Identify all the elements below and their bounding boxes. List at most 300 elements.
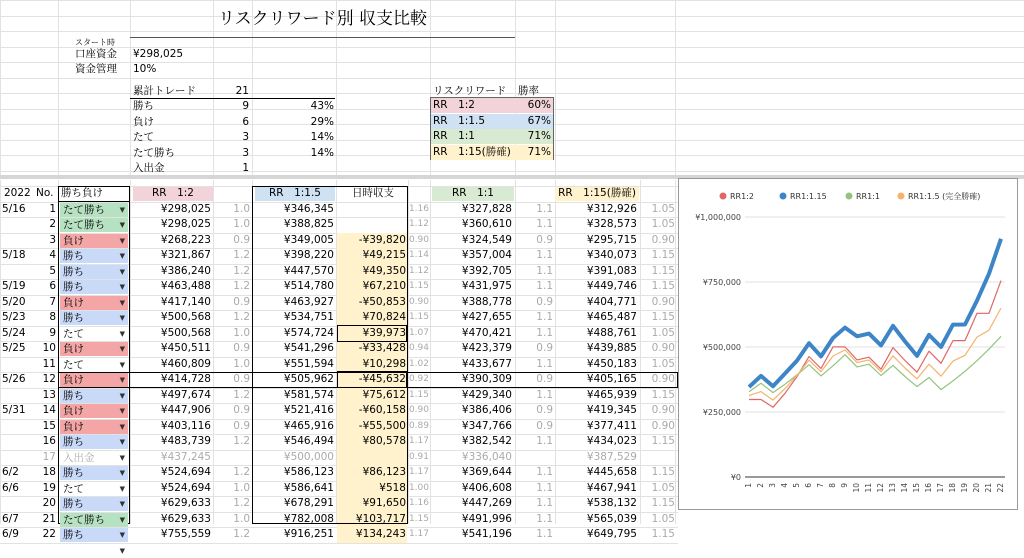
rr115-cell: ¥546,494 bbox=[283, 435, 334, 447]
year-label: 2022 bbox=[4, 187, 31, 199]
rr12-cell: ¥497,674 bbox=[160, 388, 211, 401]
mult-cell: 0.9 bbox=[233, 373, 250, 385]
no-cell: 8 bbox=[49, 311, 56, 323]
mult-cell: 1.0 bbox=[233, 512, 250, 525]
legend-marker bbox=[780, 193, 787, 200]
no-cell: 10 bbox=[42, 342, 56, 354]
rr12-cell: ¥500,568 bbox=[160, 326, 211, 339]
no-cell: 21 bbox=[42, 512, 56, 525]
daily-cell: ¥75,612 bbox=[362, 388, 406, 401]
rr115w-cell: ¥419,345 bbox=[586, 404, 637, 416]
mult-cell: 1.1 bbox=[536, 264, 553, 277]
mgmt-label: 資金管理 bbox=[75, 63, 117, 75]
mult-cell: 1.15 bbox=[651, 528, 675, 540]
daily-cell: ¥134,243 bbox=[355, 528, 406, 540]
mult-cell: 1.2 bbox=[233, 249, 250, 261]
rr12-cell: ¥447,906 bbox=[160, 404, 211, 416]
total-trades-value: 21 bbox=[235, 85, 249, 97]
grid-row-line bbox=[0, 0, 1024, 1]
daily-cell: ¥49,215 bbox=[362, 249, 406, 261]
mult-cell: 0.9 bbox=[233, 233, 250, 246]
mult-cell: 1.1 bbox=[536, 280, 553, 292]
date-cell: 5/26 bbox=[2, 373, 26, 385]
rr12-cell: ¥460,809 bbox=[160, 357, 211, 370]
chevron-down-icon[interactable]: ▼ bbox=[119, 453, 125, 462]
daily-cell: ¥49,350 bbox=[362, 264, 406, 277]
rr11-header: RR 1:1 bbox=[452, 187, 494, 199]
y-tick-label: ¥0 bbox=[730, 473, 741, 482]
mult-cell: 1.2 bbox=[233, 311, 250, 323]
chevron-down-icon[interactable]: ▼ bbox=[119, 283, 125, 291]
rr115-header: RR 1:1.5 bbox=[268, 187, 321, 199]
no-cell: 20 bbox=[42, 497, 56, 509]
mult-cell: 1.15 bbox=[651, 497, 675, 509]
mult-cell: 1.15 bbox=[651, 435, 675, 447]
no-cell: 11 bbox=[42, 357, 56, 370]
rr115w-cell: ¥340,073 bbox=[586, 249, 637, 261]
rr115w-cell: ¥328,573 bbox=[586, 218, 637, 230]
rr12-cell: ¥414,728 bbox=[160, 373, 211, 385]
daily-cell: ¥518 bbox=[379, 481, 406, 494]
mult-cell: 1.15 bbox=[651, 264, 675, 277]
result-dropdown[interactable]: たて勝ち ▼ bbox=[60, 513, 128, 527]
mult-cell: 0.90 bbox=[408, 405, 429, 415]
series-line-1 bbox=[749, 239, 1001, 387]
daily-cell: -¥45,632 bbox=[338, 372, 406, 387]
stats-count: 1 bbox=[242, 162, 249, 174]
rr11-cell: ¥357,004 bbox=[461, 249, 512, 261]
chevron-down-icon[interactable]: ▼ bbox=[119, 252, 125, 260]
result-dropdown[interactable]: たて勝ち ▼ bbox=[60, 218, 128, 232]
result-dropdown[interactable]: 勝ち ▼ bbox=[60, 265, 128, 279]
mult-cell: 0.89 bbox=[408, 420, 429, 431]
rr-label: RR 1:2 bbox=[433, 99, 475, 111]
mult-cell: 1.1 bbox=[536, 326, 553, 339]
mult-cell: 1.1 bbox=[536, 466, 553, 478]
chevron-down-icon[interactable]: ▼ bbox=[119, 546, 125, 555]
rr-label: RR 1:1.5 bbox=[433, 114, 486, 127]
rr115w-cell: ¥439,885 bbox=[586, 342, 637, 354]
title-underline bbox=[130, 37, 515, 38]
rr115w-cell: ¥434,023 bbox=[586, 435, 637, 447]
stats-label: 入出金 bbox=[133, 162, 165, 174]
mult-cell: 1.0 bbox=[233, 218, 250, 230]
mult-cell: 1.1 bbox=[536, 528, 553, 540]
start-label: スタート時 bbox=[75, 38, 115, 47]
rr11-cell: ¥470,421 bbox=[461, 326, 512, 339]
chevron-down-icon[interactable]: ▼ bbox=[119, 515, 125, 524]
rr115-cell: ¥505,962 bbox=[283, 373, 334, 385]
grid-row-line bbox=[0, 31, 1024, 32]
mult-cell: 1.15 bbox=[651, 311, 675, 323]
mult-cell: 0.9 bbox=[536, 404, 553, 416]
result-dropdown[interactable]: たて ▼ bbox=[60, 327, 128, 341]
rr115w-cell: ¥312,926 bbox=[586, 202, 637, 215]
rr115w-cell: ¥295,715 bbox=[586, 233, 637, 246]
daily-cell: ¥91,650 bbox=[362, 497, 406, 509]
x-tick-label: 12 bbox=[876, 483, 885, 493]
mult-cell: 1.1 bbox=[536, 512, 553, 525]
stats-pct: 14% bbox=[310, 131, 334, 143]
result-dropdown[interactable]: 勝ち ▼ bbox=[60, 249, 128, 263]
result-dropdown[interactable]: たて ▼ bbox=[60, 358, 128, 372]
daily-cell: -¥33,428 bbox=[358, 342, 406, 354]
mult-cell: 1.05 bbox=[651, 202, 675, 215]
mult-cell: 1.1 bbox=[536, 497, 553, 509]
grid-row-line bbox=[0, 78, 1024, 79]
chevron-down-icon[interactable]: ▼ bbox=[119, 360, 125, 369]
chart-canvas bbox=[679, 179, 1017, 509]
y-tick-label: ¥750,000 bbox=[702, 278, 741, 287]
chevron-down-icon[interactable]: ▼ bbox=[119, 329, 125, 338]
x-tick-label: 15 bbox=[912, 483, 921, 493]
mult-cell: 1.1 bbox=[536, 481, 553, 494]
daily-cell: ¥10,298 bbox=[362, 357, 406, 370]
mult-cell: 1.05 bbox=[651, 357, 675, 370]
date-cell: 5/31 bbox=[2, 404, 26, 416]
result-dropdown[interactable]: 勝ち ▼ bbox=[60, 497, 128, 511]
rr11-cell: ¥386,406 bbox=[461, 404, 512, 416]
rr12-cell: ¥417,140 bbox=[160, 295, 211, 308]
rr11-cell: ¥406,608 bbox=[461, 481, 512, 494]
mult-cell: 1.0 bbox=[233, 202, 250, 215]
mult-cell: 1.2 bbox=[233, 264, 250, 277]
mult-cell: 1.17 bbox=[408, 467, 429, 477]
chevron-down-icon[interactable]: ▼ bbox=[119, 422, 125, 431]
rr115-cell: ¥388,825 bbox=[283, 218, 334, 230]
rr115w-cell: ¥465,487 bbox=[586, 311, 637, 323]
chevron-down-icon[interactable]: ▼ bbox=[119, 298, 125, 307]
no-cell: 5 bbox=[49, 264, 56, 277]
mult-cell: 0.90 bbox=[408, 296, 429, 307]
rr115w-cell: ¥387,529 bbox=[586, 450, 637, 463]
date-cell: 6/2 bbox=[2, 466, 19, 478]
mult-cell: 1.05 bbox=[651, 512, 675, 525]
rr12-cell: ¥524,694 bbox=[160, 466, 211, 478]
rr11-cell: ¥431,975 bbox=[461, 280, 512, 292]
rr115-cell: ¥551,594 bbox=[283, 357, 334, 370]
rr12-cell: ¥629,633 bbox=[160, 512, 211, 525]
result-dropdown[interactable]: 勝ち ▼ bbox=[60, 435, 128, 449]
rr-rate: 67% bbox=[527, 114, 551, 127]
stats-label: 勝ち bbox=[133, 100, 154, 112]
no-cell: 4 bbox=[49, 249, 56, 261]
rr115-cell: ¥586,641 bbox=[283, 481, 334, 494]
chevron-down-icon[interactable]: ▼ bbox=[119, 438, 125, 446]
result-dropdown[interactable]: 負け ▼ bbox=[60, 420, 128, 434]
mult-cell: 1.15 bbox=[408, 312, 429, 322]
result-dropdown[interactable]: 負け ▼ bbox=[60, 296, 128, 310]
rr-header-rate: 勝率 bbox=[518, 85, 539, 97]
chevron-down-icon[interactable]: ▼ bbox=[119, 236, 125, 245]
rr115-cell: ¥541,296 bbox=[283, 342, 334, 354]
mult-cell: 1.0 bbox=[233, 481, 250, 494]
mult-cell: 0.90 bbox=[651, 342, 675, 354]
daily-cell: ¥86,123 bbox=[362, 466, 406, 478]
chevron-down-icon[interactable]: ▼ bbox=[119, 500, 125, 508]
mult-cell: 1.2 bbox=[233, 497, 250, 509]
x-tick-label: 9 bbox=[840, 483, 849, 488]
chevron-down-icon[interactable]: ▼ bbox=[119, 469, 125, 477]
mult-cell: 0.91 bbox=[408, 451, 429, 462]
rr12-cell: ¥298,025 bbox=[160, 202, 211, 215]
mult-cell: 1.17 bbox=[408, 436, 429, 446]
no-cell: 15 bbox=[42, 419, 56, 432]
result-dropdown[interactable]: 入出金 ▼ bbox=[60, 451, 128, 465]
chevron-down-icon[interactable]: ▼ bbox=[119, 391, 125, 400]
legend-marker bbox=[846, 193, 853, 200]
daily-cell: ¥67,210 bbox=[362, 280, 406, 292]
rr115-cell: ¥916,251 bbox=[283, 528, 334, 540]
x-tick-label: 14 bbox=[900, 483, 909, 493]
rr11-cell: ¥427,655 bbox=[461, 311, 512, 323]
mult-cell: 1.17 bbox=[408, 529, 429, 539]
mult-cell: 1.2 bbox=[233, 388, 250, 401]
rr-rate: 71% bbox=[527, 145, 551, 158]
daily-header: 日時収支 bbox=[352, 187, 394, 199]
grid-col-line bbox=[58, 0, 59, 175]
date-cell: 5/25 bbox=[2, 342, 26, 354]
mult-cell: 1.02 bbox=[408, 358, 429, 369]
x-tick-label: 5 bbox=[792, 483, 801, 488]
no-cell: 16 bbox=[42, 435, 56, 447]
x-tick-label: 8 bbox=[828, 483, 837, 488]
rr12-cell: ¥450,511 bbox=[160, 342, 211, 354]
x-tick-label: 11 bbox=[864, 483, 873, 493]
rr11-cell: ¥360,610 bbox=[461, 218, 512, 230]
mult-cell: 0.9 bbox=[536, 373, 553, 385]
mult-cell: 0.90 bbox=[408, 234, 429, 245]
rr12-header: RR 1:2 bbox=[152, 187, 194, 199]
rr115w-cell: ¥488,761 bbox=[586, 326, 637, 339]
result-dropdown[interactable]: 勝ち ▼ bbox=[60, 311, 128, 325]
chevron-down-icon[interactable]: ▼ bbox=[119, 267, 125, 276]
rr-header-label: リスクリワード bbox=[433, 85, 507, 97]
rr12-cell: ¥298,025 bbox=[160, 218, 211, 230]
no-cell: 1 bbox=[49, 202, 56, 215]
result-dropdown[interactable]: 負け ▼ bbox=[60, 234, 128, 248]
rr115w-cell: ¥449,746 bbox=[586, 280, 637, 292]
chevron-down-icon[interactable]: ▼ bbox=[119, 314, 125, 322]
mult-cell: 0.9 bbox=[536, 295, 553, 308]
result-dropdown[interactable]: たて ▼ bbox=[60, 482, 128, 496]
rr11-cell: ¥369,644 bbox=[461, 466, 512, 478]
grid-col-line bbox=[0, 0, 1, 175]
no-cell: 17 bbox=[42, 450, 56, 463]
rr115w-cell: ¥538,132 bbox=[586, 497, 637, 509]
stats-count: 6 bbox=[242, 115, 249, 128]
stats-pct: 29% bbox=[310, 115, 334, 128]
daily-cell: ¥103,717 bbox=[355, 512, 406, 525]
rr115w-cell: ¥377,411 bbox=[586, 419, 637, 432]
stats-count: 3 bbox=[242, 146, 249, 159]
daily-cell: -¥50,853 bbox=[358, 295, 406, 308]
mult-cell: 1.1 bbox=[536, 357, 553, 370]
mult-cell: 0.94 bbox=[408, 343, 429, 353]
mult-cell: 0.9 bbox=[233, 419, 250, 432]
rr115-cell: ¥398,220 bbox=[283, 249, 334, 261]
x-tick-label: 2 bbox=[756, 483, 765, 488]
x-tick-label: 3 bbox=[768, 483, 777, 488]
x-tick-label: 21 bbox=[984, 483, 993, 493]
rr115-cell: ¥678,291 bbox=[283, 497, 334, 509]
daily-cell: ¥70,824 bbox=[362, 311, 406, 323]
result-dropdown[interactable]: 勝ち ▼ bbox=[60, 466, 128, 480]
capital-label: 口座資金 bbox=[75, 48, 117, 60]
daily-cell: ¥80,578 bbox=[362, 435, 406, 447]
result-dropdown[interactable]: 負け ▼ bbox=[60, 404, 128, 418]
date-cell: 5/19 bbox=[2, 280, 26, 292]
chevron-down-icon[interactable]: ▼ bbox=[119, 407, 125, 415]
date-cell: 5/18 bbox=[2, 249, 26, 261]
result-dropdown[interactable]: 勝ち ▼ bbox=[60, 389, 128, 403]
mult-cell: 1.16 bbox=[408, 498, 429, 508]
mult-cell: 0.92 bbox=[408, 374, 429, 384]
selected-row-outline bbox=[58, 372, 678, 388]
rr115w-cell: ¥649,795 bbox=[586, 528, 637, 540]
no-cell: 19 bbox=[42, 481, 56, 494]
mult-cell: 1.15 bbox=[651, 388, 675, 401]
stats-label: 負け bbox=[133, 115, 154, 128]
rr115-cell: ¥521,416 bbox=[283, 404, 334, 416]
x-tick-label: 16 bbox=[924, 483, 933, 493]
result-dropdown[interactable]: たて勝ち ▼ bbox=[60, 203, 128, 217]
mult-cell: 0.9 bbox=[536, 342, 553, 354]
stats-label: たて勝ち bbox=[133, 146, 175, 159]
rr12-cell: ¥500,568 bbox=[160, 311, 211, 323]
y-tick-label: ¥250,000 bbox=[702, 408, 741, 417]
rr115-cell: ¥586,123 bbox=[283, 466, 334, 478]
date-cell: 5/23 bbox=[2, 311, 26, 323]
no-cell: 13 bbox=[42, 388, 56, 401]
rr11-cell: ¥382,542 bbox=[461, 435, 512, 447]
date-cell: 5/20 bbox=[2, 295, 26, 308]
rr11-cell: ¥327,828 bbox=[461, 202, 512, 215]
rr11-cell: ¥429,340 bbox=[461, 388, 512, 401]
mult-cell: 1.1 bbox=[536, 202, 553, 215]
mult-cell: 0.9 bbox=[536, 419, 553, 432]
result-dropdown-empty[interactable] bbox=[60, 544, 128, 558]
rr115w-cell: ¥465,939 bbox=[586, 388, 637, 401]
rr11-cell: ¥347,766 bbox=[461, 419, 512, 432]
result-dropdown[interactable]: 負け ▼ bbox=[60, 373, 128, 387]
mult-cell: 1.0 bbox=[233, 326, 250, 339]
daily-cell: ¥39,973 bbox=[338, 326, 406, 341]
mult-cell: 1.2 bbox=[233, 466, 250, 478]
daily-cell: -¥60,158 bbox=[358, 404, 406, 416]
series-line-3 bbox=[749, 308, 1001, 400]
series-line-2 bbox=[749, 336, 1001, 392]
mult-cell: 0.9 bbox=[233, 404, 250, 416]
date-cell: 6/7 bbox=[2, 512, 19, 525]
rr115-cell: ¥782,008 bbox=[283, 512, 334, 525]
line-chart[interactable] bbox=[678, 178, 1018, 510]
mult-cell: 1.05 bbox=[651, 218, 675, 230]
legend-label: RR1:1 bbox=[856, 192, 880, 201]
chevron-down-icon[interactable]: ▼ bbox=[119, 205, 125, 214]
no-header: No. bbox=[36, 187, 54, 199]
mult-cell: 1.14 bbox=[408, 250, 429, 260]
rr11-cell: ¥336,040 bbox=[461, 450, 512, 463]
rr12-cell: ¥483,739 bbox=[160, 435, 211, 447]
rr115-cell: ¥581,574 bbox=[283, 388, 334, 401]
mult-cell: 1.0 bbox=[233, 357, 250, 370]
mult-cell: 0.90 bbox=[651, 404, 675, 416]
rr12-cell: ¥386,240 bbox=[160, 264, 211, 277]
mult-cell: 1.00 bbox=[408, 482, 429, 493]
mult-cell: 1.05 bbox=[651, 481, 675, 494]
x-tick-label: 18 bbox=[948, 483, 957, 493]
result-dropdown[interactable]: 負け ▼ bbox=[60, 342, 128, 356]
x-tick-label: 6 bbox=[804, 483, 813, 488]
chevron-down-icon[interactable]: ▼ bbox=[119, 345, 125, 353]
chevron-down-icon[interactable]: ▼ bbox=[119, 484, 125, 493]
rr115-cell: ¥534,751 bbox=[283, 311, 334, 323]
no-cell: 9 bbox=[49, 326, 56, 339]
mult-cell: 1.15 bbox=[408, 389, 429, 400]
no-cell: 18 bbox=[42, 466, 56, 478]
stats-count: 9 bbox=[242, 100, 249, 112]
mult-cell: 0.90 bbox=[651, 373, 675, 385]
rr11-cell: ¥388,778 bbox=[461, 295, 512, 308]
date-cell: 5/16 bbox=[2, 202, 26, 215]
x-tick-label: 10 bbox=[852, 483, 861, 493]
mult-cell: 1.1 bbox=[536, 249, 553, 261]
no-cell: 2 bbox=[49, 218, 56, 230]
x-tick-label: 1 bbox=[744, 483, 753, 488]
chevron-down-icon[interactable]: ▼ bbox=[119, 221, 125, 229]
no-cell: 7 bbox=[49, 295, 56, 308]
rr12-cell: ¥629,633 bbox=[160, 497, 211, 509]
rr-label: RR 1:15(勝確) bbox=[433, 145, 511, 158]
legend-label: RR1:1.15 bbox=[790, 192, 827, 201]
mult-cell: 1.1 bbox=[536, 311, 553, 323]
capital-value: ¥298,025 bbox=[133, 48, 184, 60]
mult-cell: 1.15 bbox=[651, 249, 675, 261]
chevron-down-icon[interactable]: ▼ bbox=[119, 531, 125, 539]
sheet-title: リスクリワード別 収支比較 bbox=[217, 9, 428, 29]
mult-cell: 1.15 bbox=[408, 513, 429, 524]
mult-cell: 1.1 bbox=[536, 435, 553, 447]
y-tick-label: ¥1,000,000 bbox=[695, 213, 741, 222]
mult-cell: 0.9 bbox=[536, 233, 553, 246]
rr-rate: 71% bbox=[527, 130, 551, 142]
result-header: 勝ち負け bbox=[61, 187, 103, 199]
rr115-cell: ¥514,780 bbox=[283, 280, 334, 292]
date-cell: 5/24 bbox=[2, 326, 26, 339]
chevron-down-icon[interactable]: ▼ bbox=[119, 376, 125, 384]
stats-pct: 14% bbox=[310, 146, 334, 159]
mult-cell: 1.05 bbox=[651, 326, 675, 339]
result-dropdown[interactable]: 勝ち ▼ bbox=[60, 280, 128, 294]
legend-label: RR1:2 bbox=[730, 192, 754, 201]
mult-cell: 1.16 bbox=[408, 203, 429, 214]
legend-marker bbox=[898, 193, 905, 200]
rr-label: RR 1:1 bbox=[433, 130, 475, 142]
rr115-cell: ¥465,916 bbox=[283, 419, 334, 432]
rr12-cell: ¥437,245 bbox=[160, 450, 211, 463]
mult-cell: 0.9 bbox=[233, 342, 250, 354]
mult-cell: 1.2 bbox=[233, 528, 250, 540]
mult-cell: 1.15 bbox=[651, 280, 675, 292]
no-cell: 22 bbox=[42, 528, 56, 540]
mult-cell: 1.2 bbox=[233, 435, 250, 447]
result-dropdown[interactable]: 勝ち ▼ bbox=[60, 528, 128, 542]
no-cell: 6 bbox=[49, 280, 56, 292]
rr11-cell: ¥390,309 bbox=[461, 373, 512, 385]
rr115-cell: ¥574,724 bbox=[283, 326, 334, 339]
stats-label: たて bbox=[133, 131, 154, 143]
